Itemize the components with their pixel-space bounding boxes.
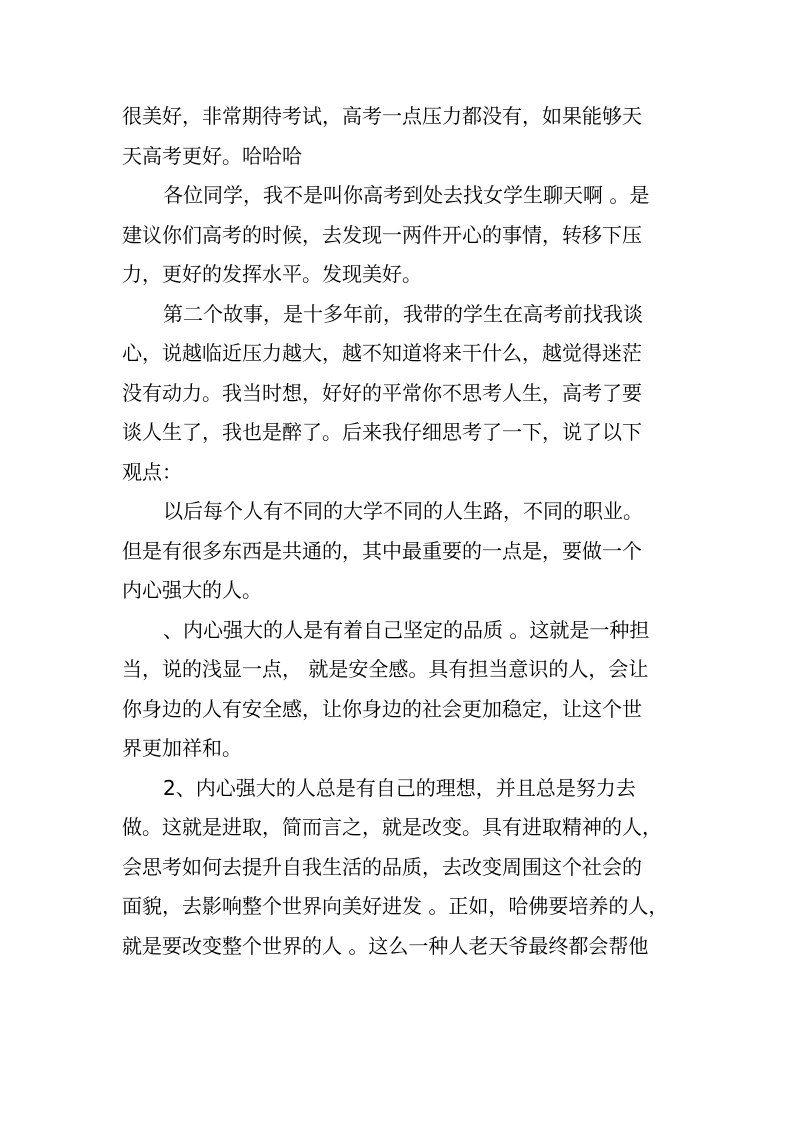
text-line: 观点： [122,459,182,484]
paragraph-first-line: 2、内心强大的人总是有自己的理想，并且总是努力去 [163,775,636,800]
body-text [122,97,682,966]
text-line: 天高考更好。哈哈哈 [122,143,302,168]
text-line: 界更加祥和。 [122,736,242,760]
text-line: 你身边的人有安全感，让你身边的社会更加稳定，让这个世 [122,696,642,721]
paragraph-first-line: 、内心强大的人是有着自己坚定的品质 。这就是一种担 [163,617,650,642]
text-line: 力，更好的发挥水平。发现美好。 [122,262,422,286]
paragraph-first-line: 各位同学，我不是叫你高考到处去找女学生聊天啊 。是 [163,183,650,207]
paragraph-first-line: 以后每个人有不同的大学不同的人生路，不同的职业。 [163,499,643,523]
text-line: 谈人生了，我也是醉了。后来我仔细思考了一下，说了以下 [122,420,642,444]
text-line: 内心强大的人。 [122,578,262,602]
text-line: 就是要改变整个世界的人 。这么一种人老天爷最终都会帮他 [122,933,649,958]
text-line: 建议你们高考的时候，去发现一两件开心的事情，转移下压 [122,222,642,247]
text-line: 做。这就是进取，简而言之，就是改变。具有进取精神的人， [122,815,662,839]
text-line: 但是有很多东西是共通的，其中最重要的一点是，要做一个 [122,538,642,563]
text-line: 面貌，去影响整个世界向美好进发 。正如，哈佛要培养的人， [122,894,669,918]
text-line: 会思考如何去提升自我生活的品质，去改变周围这个社会的 [122,854,642,879]
text-line: 当，说的浅显一点， 就是安全感。具有担当意识的人，会让 [122,657,649,681]
text-line: 心，说越临近压力越大，越不知道将来干什么，越觉得迷茫 [122,341,642,365]
text-line: 没有动力。我当时想，好好的平常你不思考人生，高考了要 [122,380,642,405]
paragraph-first-line: 第二个故事，是十多年前，我带的学生在高考前找我谈 [163,301,643,326]
text-line: 很美好，非常期待考试，高考一点压力都没有，如果能够天 [122,104,642,128]
